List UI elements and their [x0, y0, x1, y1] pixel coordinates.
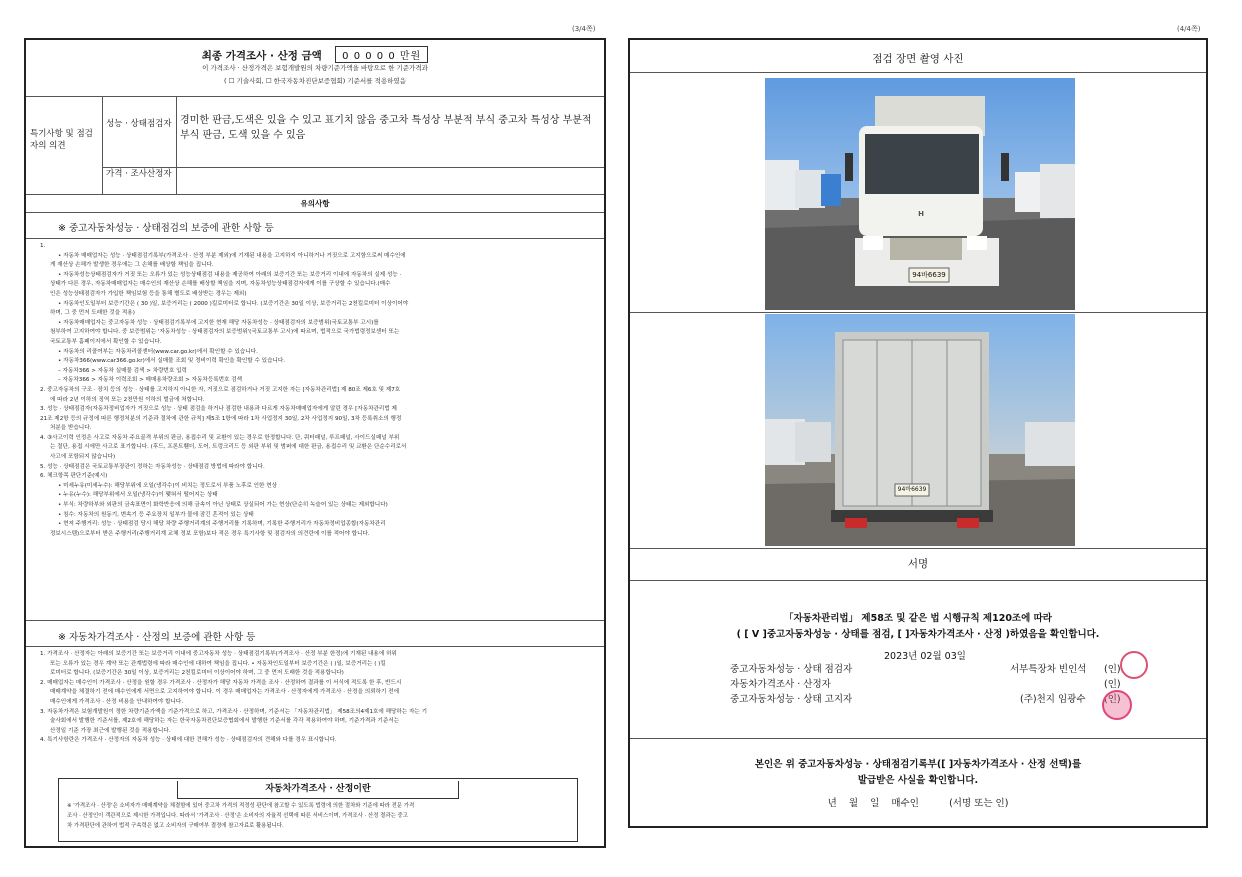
- notice-line: 4. 특기사항란은 가격조사 · 산정자의 자동차 성능 · 상태에 대한 견해가 성능 · 상태점검자의 견해와 다를 경우 표시합니다.: [40, 737, 337, 744]
- price-amount: 0 0 0 0 0 만원: [335, 46, 428, 63]
- front-inspection-photo: [765, 78, 1075, 310]
- rear-inspection-photo: [765, 314, 1075, 546]
- signature-title: 서명: [907, 558, 929, 570]
- appraiser-label: 가격 · 조사산정자: [106, 169, 172, 179]
- photo-section-title: 점검 장면 촬영 사진: [872, 53, 964, 65]
- notice-line: 국토교통부 홈페이지에서 확인할 수 있습니다.: [50, 338, 162, 345]
- definition-line-3: 차 가격판단에 관하여 법적 구속력은 없고 소비자의 구매여부 결정에 참고자료로 활용됩니다.: [67, 823, 284, 829]
- notice-line: 첨부하여 고지하여야 합니다. 중 보증범위는 '자동차성능 · 상태점검자의 보증범위'(국토교통부 고시)에 따르며, 법적으로 국가법령정보센터 또는: [50, 329, 400, 336]
- sign-date: 2023년 02월 03일: [884, 651, 966, 662]
- definition-box: [58, 778, 578, 842]
- inspector-opinion: 경미한 판금,도색은 있을 수 있고 표기치 않음 중고차 특성상 부분적 부식 중고차 특성상 부분적 부식 판금, 도색 있을 수 있음: [180, 115, 592, 141]
- notice-line: 에 따라 2년 이하의 징역 또는 2천만원 이하의 벌금에 처합니다.: [50, 396, 205, 403]
- notice-line: • 침수: 자동차의 원동기, 변속기 등 주요장치 일부가 물에 잠긴 흔적이 있는 상태: [58, 511, 254, 518]
- price-header: [26, 46, 604, 63]
- opinion-section-label: 특기사항 및 점검자의 의견: [30, 129, 93, 151]
- notice-line: • 부식: 차량하부와 외판의 금속표면이 화학반응에 의해 금속이 아닌 상태로 상실되어 가는 현상(단순히 녹슬어 있는 상태는 제외합니다): [58, 502, 388, 509]
- notice-line: 사고에 포함되지 않습니다): [50, 454, 116, 461]
- signer-mark: (인): [1104, 664, 1121, 675]
- notice-line: • 자동차매매업자는 중고자동차 성능 · 상태점검기록부에 고지한 현재 해당 자동차성능 · 상태점검자의 보증범위(국토교통부 고시)를: [58, 319, 379, 326]
- notice-line: – 자동차366 > 자동차 실매물 검색 > 차량번호 입력: [58, 367, 187, 374]
- notice-line: 정보시스템)으로부터 받은 주행거리(주행거리계 교체 정보 포함)보다 적은 경우 특기사항 및 점검자의 의견란에 이를 적어야 합니다.: [50, 530, 370, 537]
- section1-title: ※ 중고자동차성능 · 상태점검의 보증에 관한 사항 등: [58, 223, 274, 234]
- notice-line: • 미세누유(미세누수): 해당부위에 오일(냉각수)이 비치는 정도로서 부품 노후로 인한 현상: [58, 482, 278, 489]
- signer-mark: (인): [1104, 694, 1121, 705]
- notice-line: • 누유(누수): 해당부위에서 오일(냉각수)이 맺혀서 떨어지는 상태: [58, 492, 218, 499]
- right-page: [628, 38, 1208, 828]
- notice-line: 로미터로 합니다. (보증기간은 30일 이상, 보증거리는 2천킬로미터 이상이어야 하며, 그 중 먼저 도래한 것을 적용합니다): [50, 670, 344, 677]
- confirm-line-1: 「자동차관리법」 제58조 및 같은 법 시행규칙 제120조에 따라: [784, 613, 1052, 624]
- notice-line: • 자동차인도일부터 보증기간은 ( 30 )일, 보증거리는 ( 2000 )킬로미터로 합니다. (보증기간은 30일 이상, 보증거리는 2천킬로미터 이상이어야: [58, 300, 409, 307]
- seal-stamp-icon: [1102, 690, 1132, 720]
- signer-name: 서부특장차 빈인석: [1010, 664, 1087, 675]
- page-number-left: (3/4쪽): [572, 25, 596, 33]
- definition-line-1: ※ '가격조사 · 산정'은 소비자가 매매계약을 체결함에 있어 중고차 가격의 적정성 판단에 참고할 수 있도록 법령에 의한 절차와 기준에 따라 전문 가격: [67, 803, 415, 809]
- confirm-line-2: ( [ V ]중고자동차성능 · 상태를 점검, [ ]자동차가격조사 · 산정 )하였음을 확인합니다.: [736, 629, 1100, 640]
- price-note-1: 이 가격조사 · 산정가격은 보험개발원의 차량기준가액을 바탕으로 한 기준가격과: [202, 64, 428, 72]
- notice-line: 2. 매매업자는 매수인이 가격조사 · 산정을 원할 경우 가격조사 · 산정자가 해당 자동차 가격을 조사 · 산정하여 결과를 이 서식에 적도록 한 후, 반드시: [40, 679, 402, 686]
- signer-mark: (인): [1104, 679, 1121, 690]
- price-note-2: ( ☐ 기술사회, ☐ 한국자동차진단보증협회) 기준서를 적용하였음: [224, 77, 406, 85]
- notice-line: 산정일 기준 가장 최근에 발행된 것을 적용합니다.: [50, 727, 171, 734]
- section1-list: [40, 242, 602, 539]
- notice-line: • 현저 주행거리: 성능 · 상태점검 당시 해당 차량 주행거리계의 주행거리를 기록하며, 기록한 주행거리가 자동차정비업종합(자동차관리: [58, 521, 386, 528]
- notice-line: – 자동차366 > 자동차 이력조회 > 매매용차량조회 > 자동차등록번호 검색: [58, 377, 243, 384]
- seal-stamp-icon: [1120, 651, 1148, 679]
- notice-line: 6. 체크항목 판단기준(예시): [40, 473, 108, 480]
- notice-line: • 자동차성능상태점검자가 거짓 또는 오류가 있는 성능상태점검 내용을 제공하여 아래의 보증기간 또는 보증거리 이내에 자동차의 실제 성능 ·: [58, 271, 402, 278]
- notice-title: 유의사항: [300, 199, 330, 208]
- truck-logo-icon: H: [918, 210, 924, 218]
- notice-line: • 자동차의 리콜여부는 자동차리콜센터(www.car.go.kr)에서 확인할 수 있습니다.: [58, 348, 258, 355]
- notice-line: 1. 가격조사 · 산정자는 아래의 보증기간 또는 보증거리 이내에 중고자동차 성능 · 상태점검기록부(가격조사 · 산정 부분 한정)에 기재된 내용에 허위: [40, 651, 397, 657]
- left-page: [24, 38, 606, 848]
- section2-title: ※ 자동차가격조사 · 산정의 보증에 관한 사항 등: [58, 632, 256, 643]
- notice-line: 매매계약을 체결하기 전에 매수인에게 서면으로 고지하여야 합니다. 이 경우 매매업자는 가격조사 · 산정자에게 가격조사 · 산정을 의뢰하기 전에: [50, 689, 399, 696]
- notice-line: 5. 성능 · 상태점검은 국토교통부장관이 정하는 자동차성능 · 상태점검 방법에 따라야 합니다.: [40, 463, 265, 470]
- signer-name: (주)천지 임광수: [1020, 694, 1086, 705]
- notice-line: 2. 중고자동차의 구조 · 장치 등의 성능 · 상태를 고지하지 아니한 자, 거짓으로 점검하거나 거짓 고지한 자는 [자동차관리법] 제 80조 제6호 및 제7호: [40, 386, 401, 393]
- notice-line: 4. ③사고이력 인정은 사고로 자동차 주요골격 부위의 판금, 용접수리 및 교환이 있는 경우로 한정합니다. 단, 쿼터패널, 루프패널, 사이드실패널 부위: [40, 434, 400, 441]
- notice-line: • 자동차 매매업자는 성능 · 상태점검기록부(가격조사 · 산정 부분 제외)에 기재된 내용을 고지하지 아니하거나 거짓으로 고지함으로써 매수인에: [58, 252, 406, 259]
- notice-line: 게 재산상 손해가 발생한 경우에는 그 손해를 배상할 책임을 집니다.: [50, 262, 214, 269]
- receipt-line-1: 본인은 위 중고자동차성능 · 상태점검기록부([ ]자동차가격조사 · 산정 선택)를: [754, 759, 1082, 770]
- definition-title: 자동차가격조사 · 산정이란: [177, 781, 459, 799]
- notice-line: 1.: [40, 243, 46, 249]
- definition-line-2: 조사 · 산정인이 객관적으로 제시한 가격입니다. 따라서 '가격조사 · 산정'은 소비자의 자율적 선택에 따른 서비스이며, 가격조사 · 산정 결과는 중고: [67, 813, 408, 819]
- receipt-line-3: 년 월 일 매수인 (서명 또는 인): [827, 798, 1009, 809]
- notice-line: 술사회에서 발행한 기준서를, 제2호에 해당하는 자는 한국자동차진단보증협회에서 발행한 기준서를 각각 적용하여야 하며, 기준가격과 기준서는: [50, 718, 400, 725]
- notice-line: 처분을 받습니다.: [50, 425, 92, 432]
- signer-role: 중고자동차성능 · 상태 점검자: [730, 664, 853, 675]
- page-number-right: (4/4쪽): [1177, 25, 1201, 33]
- inspector-label: 성능 · 상태점검자: [106, 119, 172, 129]
- notice-line: 3. 자동차가격은 보험개발원이 정한 차량기준가액을 기준가격으로 하고, 가격조사 · 산정하며, 기준서는 「자동차관리법」 제58조의4제1호에 해당하는 자는 기: [40, 708, 427, 715]
- notice-line: 매수인에게 가격조사 · 산정 비용을 안내하여야 합니다.: [50, 698, 184, 705]
- notice-line: 는 절단, 용접 시에만 사고로 표기합니다. (후드, 프론트휀더, 도어, 트렁크리드 등 외판 부위 및 범퍼에 대한 판금, 용접수리 및 교환은 단순수리로서: [50, 444, 407, 451]
- price-title: 최종 가격조사 · 산정 금액: [201, 50, 322, 62]
- signer-role: 중고자동차성능 · 상태 고지자: [730, 694, 853, 705]
- section2-list: [40, 650, 602, 746]
- signer-role: 자동차가격조사 · 산정자: [730, 679, 831, 690]
- notice-line: 또는 오류가 있는 경우 계약 또는 관계법령에 따라 매수인에 대하여 책임을 집니다. • 자동차인도일부터 보증기간은 ( )일, 보증거리는 ( )킬: [50, 660, 386, 667]
- notice-line: • 자동차366(www.car366.go.kr)에서 실매물 조회 및 정비이력 확인을 확인할 수 있습니다.: [58, 358, 286, 365]
- notice-line: 인은 성능상태점검자가 가입한 책임보험 등을 통해 별도로 배상받는 경우는 제외): [50, 290, 247, 297]
- rear-plate: 94바6639: [897, 486, 927, 493]
- notice-line: 하며, 그 중 먼저 도래한 것을 적용): [50, 310, 135, 317]
- notice-line: 상태가 다른 경우, 자동차매매업자는 매수인의 재산상 손해를 배상할 책임을 지며, 자동차성능상태점검자에게 이를 구상할 수 있습니다.(매수: [50, 281, 391, 288]
- receipt-line-2: 발급받은 사실을 확인합니다.: [857, 775, 979, 786]
- notice-line: 3. 성능 · 상태점검자(자동차정비업자가 거짓으로 성능 · 상태 점검을 하거나 점검한 내용과 다르게 자동차매매업자에게 알린 경우 [자동차관리법 제: [40, 406, 397, 413]
- front-plate: 94바6639: [912, 271, 946, 279]
- notice-line: 21조 제2항 등의 규정에 따른 행정처분의 기준과 절차에 관한 규칙] 제5조 1항에 따라 1차 사업정지 30일, 2차 사업정지 90일, 3차 등록취소의 행정: [40, 415, 402, 422]
